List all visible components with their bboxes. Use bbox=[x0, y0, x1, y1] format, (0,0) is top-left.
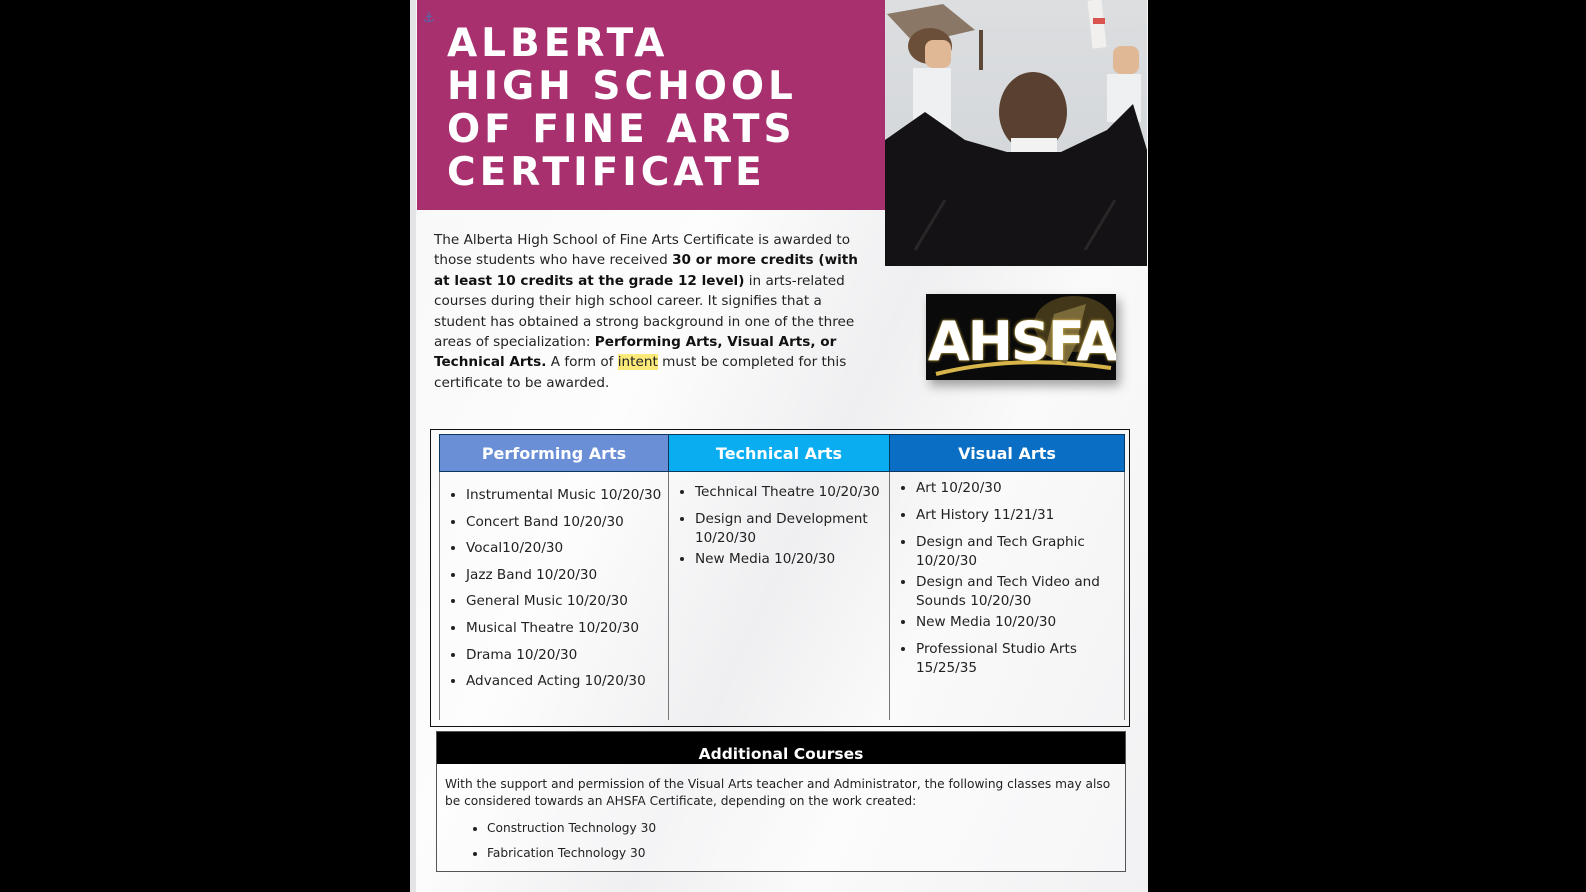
list-item: • Design and Tech Graphic 10/20/30 bbox=[916, 533, 1124, 571]
title-line: ALBERTA bbox=[447, 21, 669, 66]
list-item: • New Media 10/20/30 bbox=[916, 613, 1124, 632]
title-line: CERTIFICATE bbox=[447, 150, 766, 195]
list-item: • Instrumental Music 10/20/30 bbox=[466, 486, 668, 505]
additional-courses-text: With the support and permission of the Visual Arts teacher and Administrator, the following classes may also be considered towards an AHSFA Certificate, depending on the work created: bbox=[445, 777, 1111, 808]
intro-text: in arts-related courses during their high school career. It signifies that a student has obtained a strong background in one of the three areas of specialization: bbox=[434, 272, 855, 351]
page-title bbox=[447, 22, 797, 194]
graduate-illustration bbox=[885, 0, 1147, 266]
additional-courses-box bbox=[436, 731, 1126, 872]
title-line: HIGH SCHOOL bbox=[447, 64, 797, 109]
title-banner bbox=[417, 0, 885, 210]
list-item: • Construction Technology 30 bbox=[487, 820, 1125, 837]
document-page bbox=[410, 0, 1148, 892]
graduate-photo bbox=[885, 0, 1147, 266]
list-item: • Design and Tech Video and Sounds 10/20/30 bbox=[916, 573, 1124, 611]
additional-courses-header: Additional Courses bbox=[437, 732, 1125, 764]
intro-text: The Alberta High School of Fine Arts Certificate is awarded to those students who have received bbox=[434, 232, 851, 269]
list-item: • Professional Studio Arts 15/25/35 bbox=[916, 640, 1124, 678]
intro-text: must be completed for this certificate to be awarded. bbox=[434, 354, 847, 391]
list-item: • Art History 11/21/31 bbox=[916, 506, 1124, 525]
list-item: • Vocal10/20/30 bbox=[466, 539, 668, 558]
intro-paragraph bbox=[434, 230, 864, 393]
ahsfa-logo bbox=[926, 294, 1116, 380]
arts-table bbox=[439, 434, 1125, 720]
header-technical-arts: Technical Arts bbox=[669, 435, 890, 472]
arts-table-frame bbox=[430, 429, 1130, 727]
intro-bold-credits: 30 or more credits (with at least 10 credits at the grade 12 level) bbox=[434, 252, 858, 289]
visual-arts-list bbox=[890, 472, 1124, 678]
page-edge bbox=[410, 0, 416, 892]
list-item: • General Music 10/20/30 bbox=[466, 592, 668, 611]
title-line: OF FINE ARTS bbox=[447, 107, 796, 152]
technical-arts-list bbox=[669, 472, 889, 569]
intent-link[interactable]: intent bbox=[617, 354, 658, 371]
list-item: • Jazz Band 10/20/30 bbox=[466, 566, 668, 585]
header-performing-arts: Performing Arts bbox=[440, 435, 669, 472]
performing-arts-list bbox=[440, 472, 668, 691]
list-item: • New Media 10/20/30 bbox=[695, 550, 889, 569]
list-item: • Drama 10/20/30 bbox=[466, 646, 668, 665]
additional-courses-list bbox=[437, 820, 1125, 862]
header-visual-arts: Visual Arts bbox=[890, 435, 1125, 472]
anchor-icon[interactable]: ⚓ bbox=[423, 10, 435, 25]
list-item: • Art 10/20/30 bbox=[916, 479, 1124, 498]
list-item: • Design and Development 10/20/30 bbox=[695, 510, 889, 548]
performing-arts-cell bbox=[440, 472, 669, 721]
list-item: • Fabrication Technology 30 bbox=[487, 845, 1125, 862]
list-item: • Technical Theatre 10/20/30 bbox=[695, 483, 889, 502]
technical-arts-cell bbox=[669, 472, 890, 721]
list-item: • Musical Theatre 10/20/30 bbox=[466, 619, 668, 638]
logo-text: AHSFA bbox=[928, 310, 1116, 373]
intro-bold-areas: Performing Arts, Visual Arts, or Technical Arts. bbox=[434, 334, 837, 371]
list-item: • Advanced Acting 10/20/30 bbox=[466, 672, 668, 691]
list-item: • Concert Band 10/20/30 bbox=[466, 513, 668, 532]
visual-arts-cell bbox=[890, 472, 1125, 721]
intro-text: A form of bbox=[546, 354, 618, 371]
